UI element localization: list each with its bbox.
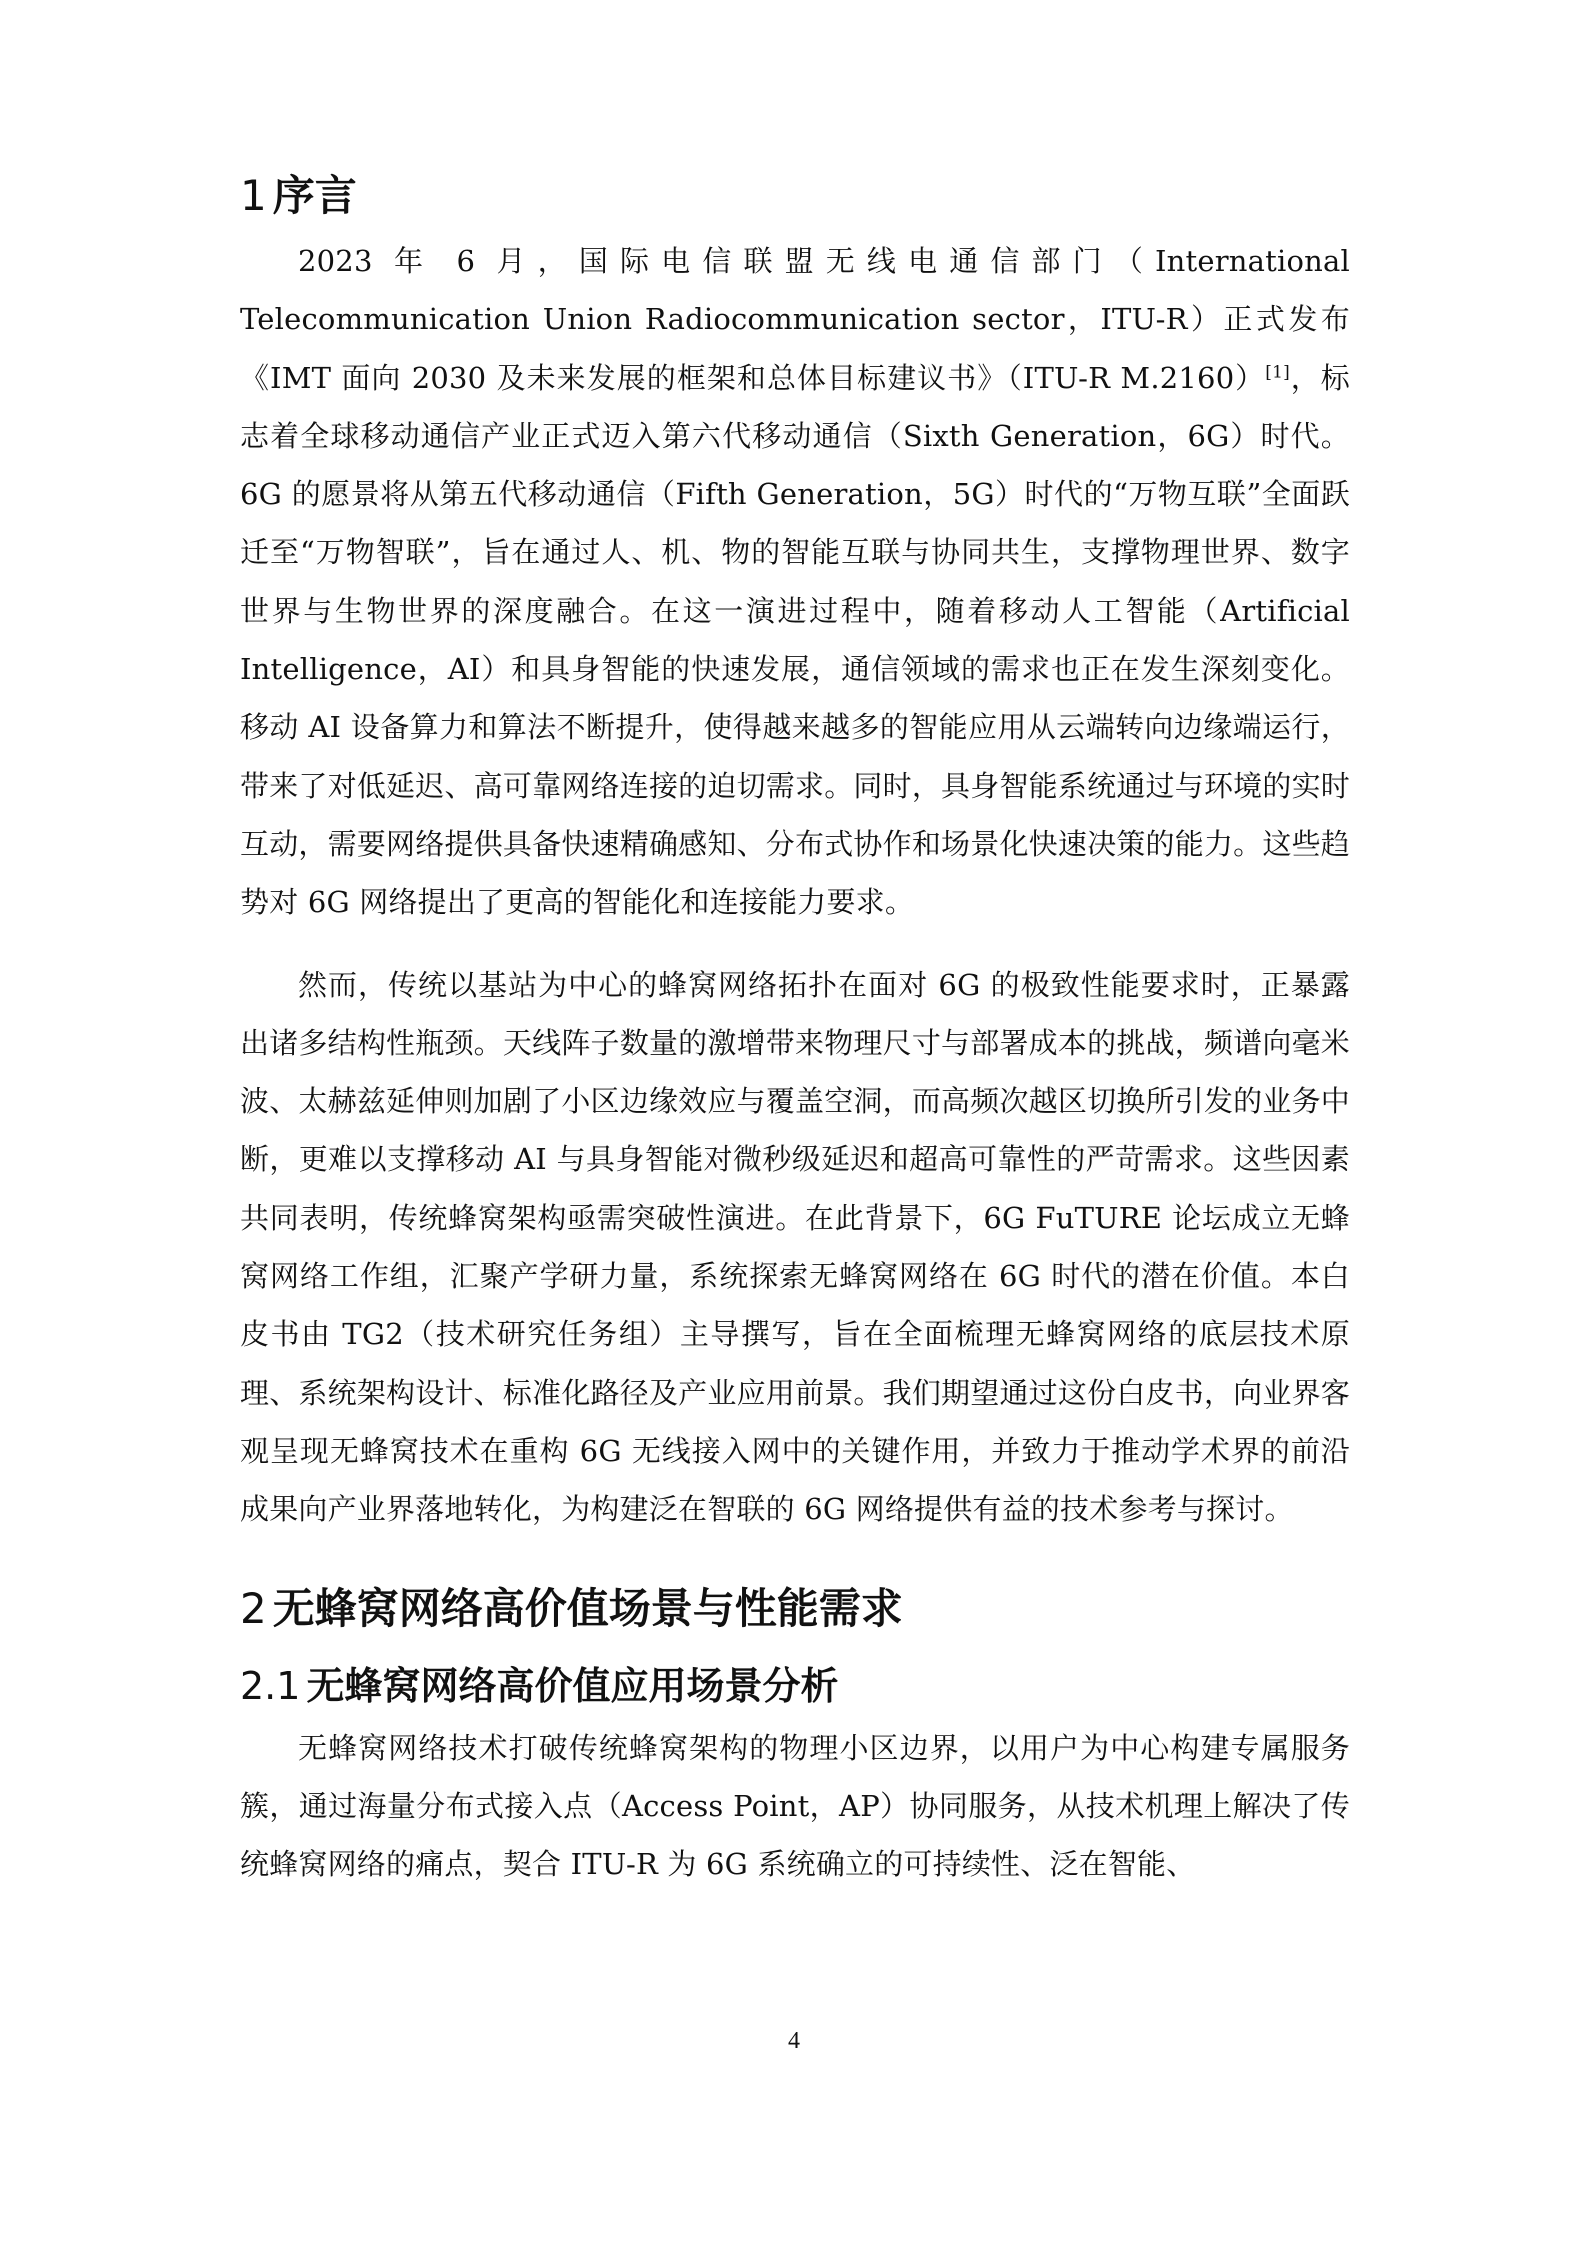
section-number: 1 [240, 171, 267, 220]
paragraph-text: ，标志着全球移动通信产业正式迈入第六代移动通信（Sixth Generation，6G）时代。6G 的愿景将从第五代移动通信（Fifth Generation，5G）时代的“万物互联”全面跃迁至“万物智联”，旨在通过人、机、物的智能互联与协同共生，支撑物理世界、数字世界与生物世界的深度融合。在这一演进过程中，随着移动人工智能（Artificial Intelligence，AI）和具身智能的快速发展，通信领域的需求也正在发生深刻变化。移动 AI 设备算力和算法不断提升，使得越来越多的智能应用从云端转向边缘端运行，带来了对低延迟、高可靠网络连接的迫切需求。同时，具身智能系统通过与环境的实时互动，需要网络提供具备快速精确感知、分布式协作和场景化快速决策的能力。这些趋势对 6G 网络提出了更高的智能化和连接能力要求。 [240, 360, 1351, 920]
paragraph-spacer [240, 932, 1350, 956]
section-number: 2 [240, 1583, 267, 1633]
section-spacer [240, 1539, 1350, 1573]
paragraph [240, 232, 1350, 932]
page-number: 4 [788, 2028, 800, 2054]
paragraph: 然而，传统以基站为中心的蜂窝网络拓扑在面对 6G 的极致性能要求时，正暴露出诸多结构性瓶颈。天线阵子数量的激增带来物理尺寸与部署成本的挑战，频谱向毫米波、太赫兹延伸则加剧了小区边缘效应与覆盖空洞，而高频次越区切换所引发的业务中断，更难以支撑移动 AI 与具身智能对微秒级延迟和超高可靠性的严苛需求。这些因素共同表明，传统蜂窝架构亟需突破性演进。在此背景下，6G FuTURE 论坛成立无蜂窝网络工作组，汇聚产学研力量，系统探索无蜂窝网络在 6G 时代的潜在价值。本白皮书由 TG2（技术研究任务组）主导撰写，旨在全面梳理无蜂窝网络的底层技术原理、系统架构设计、标准化路径及产业应用前景。我们期望通过这份白皮书，向业界客观呈现无蜂窝技术在重构 6G 无线接入网中的关键作用，并致力于推动学术界的前沿成果向产业界落地转化，为构建泛在智联的 6G 网络提供有益的技术参考与探讨。 [240, 967, 1350, 1527]
subsection-2-1-heading [240, 1653, 1350, 1719]
subsection-title: 无蜂窝网络高价值应用场景分析 [306, 1663, 839, 1708]
subsection-number: 2.1 [240, 1663, 301, 1708]
section-2-heading [240, 1573, 1350, 1645]
section-1-heading [240, 160, 1350, 232]
page-content [240, 160, 1350, 1893]
heading-spacer [240, 1645, 1350, 1653]
section-title: 无蜂窝网络高价值场景与性能需求 [272, 1583, 903, 1633]
citation-reference: [1] [1265, 361, 1290, 382]
paragraph-text: 2023 年 6 月，国际电信联盟无线电通信部门（International Telecommunication Union Radiocommunication sector，ITU-R）正式发布《IMT 面向 2030 及未来发展的框架和总体目标建议书》（ITU-R M.2160） [240, 244, 1350, 395]
section-title: 序言 [272, 171, 357, 220]
paragraph: 无蜂窝网络技术打破传统蜂窝架构的物理小区边界，以用户为中心构建专属服务簇，通过海量分布式接入点（Access Point，AP）协同服务，从技术机理上解决了传统蜂窝网络的痛点，契合 ITU-R 为 6G 系统确立的可持续性、泛在智能、 [240, 1730, 1350, 1882]
